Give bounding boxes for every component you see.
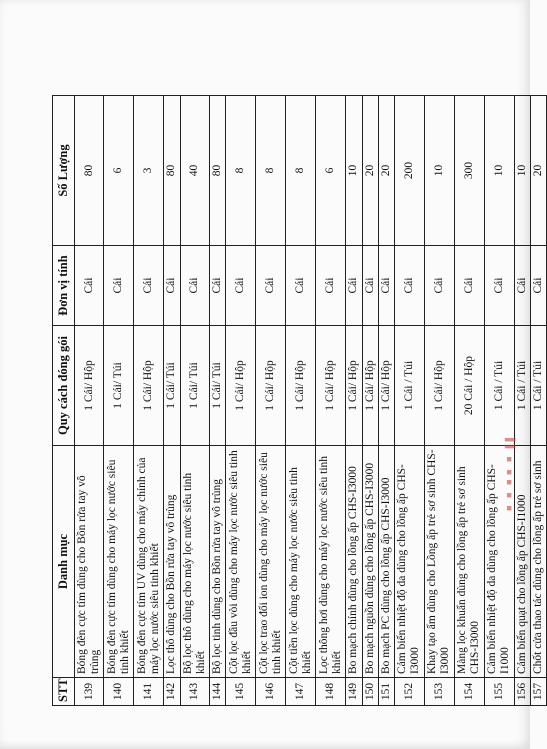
cell-name: Lọc thông hơi dùng cho máy lọc nước siêu tinh khiết [316,446,346,678]
table-row [286,96,316,706]
cell-name: Bo mạch chính dùng cho lồng ấp CHS-I3000 [346,446,362,678]
cell-pack: 1 Cái/ Hộp [134,326,164,446]
cell-qty: 10 [346,96,362,246]
cell-unit: Cái [134,246,164,326]
cell-unit: Cái [256,246,286,326]
cell-qty: 300 [454,96,484,246]
cell-name: Màng lọc khuẩn dùng cho lồng ấp trẻ sơ sinh CHS-I3000 [454,446,484,678]
cell-qty: 3 [134,96,164,246]
cell-stt: 154 [454,678,484,706]
cell-qty: 8 [286,96,316,246]
cell-qty: 6 [316,96,346,246]
cell-qty: 20 [378,96,394,246]
cell-unit: Cái [75,246,104,326]
cell-stt: 141 [134,678,164,706]
table-body [75,96,547,706]
table-row [394,96,424,706]
cell-qty: 20 [362,96,378,246]
cell-unit: Cái [484,246,514,326]
cell-name: Bộ lọc tinh dùng cho Bồn rửa tay vô trùng [210,446,226,678]
cell-pack: 1 Cái/ Hộp [362,326,378,446]
cell-stt: 142 [164,678,180,706]
header-stt: STT [53,678,75,706]
cell-unit: Cái [514,246,530,326]
cell-unit: Cái [180,246,209,326]
cell-pack: 1 Cái/ Hộp [346,326,362,446]
cell-unit: Cái [424,246,454,326]
cell-qty: 20 [531,96,547,246]
table-row [210,96,226,706]
header-pack: Quy cách đóng gói [53,326,75,446]
cell-pack: 1 Cái/ Túi [180,326,209,446]
cell-stt: 143 [180,678,209,706]
cell-stt: 146 [256,678,286,706]
table-row [484,96,514,706]
cell-stt: 152 [394,678,424,706]
cell-name: Bo mạch PC dùng cho lồng ấp CHS-I3000 [378,446,394,678]
cell-stt: 155 [484,678,514,706]
header-unit: Đơn vị tính [53,246,75,326]
table-row [180,96,209,706]
cell-name: Cột lọc trao đổi ion dùng cho máy lọc nước siêu tinh khiết [256,446,286,678]
table-row [134,96,164,706]
cell-name: Bóng đèn cực tím dùng cho Bồn rửa tay vô trùng [75,446,104,678]
rotated-page [52,96,545,706]
cell-name: Cảm biến quạt cho lồng ấp CHS-I1000 [514,446,530,678]
cell-stt: 157 [531,678,547,706]
table-row [531,96,547,706]
cell-stt: 148 [316,678,346,706]
cell-qty: 6 [104,96,134,246]
cell-qty: 80 [210,96,226,246]
table-row [164,96,180,706]
cell-pack: 1 Cái / Túi [394,326,424,446]
cell-unit: Cái [210,246,226,326]
table-row [424,96,454,706]
cell-qty: 10 [514,96,530,246]
cell-pack: 1 Cái/ Túi [104,326,134,446]
table-row [378,96,394,706]
cell-name: Khay tạo ẩm dùng cho Lồng ấp trẻ sơ sinh CHS-I3000 [424,446,454,678]
cell-pack: 1 Cái/ Hộp [424,326,454,446]
cell-name: Bóng đèn cực tím UV dùng cho máy chính của máy lọc nước siêu tinh khiết [134,446,164,678]
table-row [256,96,286,706]
cell-name: Bóng đèn cực tím dùng cho máy lọc nước siêu tinh khiết [104,446,134,678]
cell-pack: 1 Cái/ Hộp [75,326,104,446]
cell-stt: 150 [362,678,378,706]
cell-qty: 8 [256,96,286,246]
cell-unit: Cái [346,246,362,326]
cell-stt: 153 [424,678,454,706]
header-name: Danh mục [53,446,75,678]
cell-pack: 1 Cái/ Hộp [256,326,286,446]
cell-stt: 139 [75,678,104,706]
table-row [226,96,256,706]
cell-name: Cột tiền lọc dùng cho máy lọc nước siêu tinh khiết [286,446,316,678]
cell-stt: 140 [104,678,134,706]
cell-qty: 10 [484,96,514,246]
cell-pack: 1 Cái/ Túi [164,326,180,446]
cell-pack: 1 Cái/ Hộp [286,326,316,446]
cell-name: Lọc thô dùng cho Bồn rửa tay vô trùng [164,446,180,678]
equipment-table [52,95,547,706]
cell-name: Chốt cửa thao tác dùng cho lồng ấp trẻ sơ sinh [531,446,547,678]
header-qty: Số Lượng [53,96,75,246]
cell-stt: 147 [286,678,316,706]
cell-unit: Cái [394,246,424,326]
cell-name: Bo mạch nguồn dùng cho lồng ấp CHS-I3000 [362,446,378,678]
cell-stt: 156 [514,678,530,706]
cell-qty: 8 [226,96,256,246]
table-row [454,96,484,706]
cell-pack: 20 Cái / Hộp [454,326,484,446]
cell-stt: 149 [346,678,362,706]
table-row [346,96,362,706]
cell-name: Bộ lọc thô dùng cho máy lọc nước siêu tinh khiết [180,446,209,678]
cell-pack: 1 Cái/ Túi [210,326,226,446]
cell-stt: 144 [210,678,226,706]
table-row [75,96,104,706]
cell-pack: 1 Cái / Túi [531,326,547,446]
table-header [53,96,75,706]
cell-stt: 145 [226,678,256,706]
table-row [104,96,134,706]
cell-unit: Cái [164,246,180,326]
cell-name: Cảm biến nhiệt độ da dùng cho lồng ấp CHS-I1000 [484,446,514,678]
cell-qty: 80 [164,96,180,246]
table-row [514,96,530,706]
cell-unit: Cái [531,246,547,326]
cell-qty: 200 [394,96,424,246]
cell-pack: 1 Cái/ Hộp [226,326,256,446]
cell-unit: Cái [226,246,256,326]
table-row [316,96,346,706]
table-row [362,96,378,706]
red-stamp-mark: ▌▌ ▪ ▪▪ ▪ ▪ [504,438,514,514]
cell-unit: Cái [378,246,394,326]
cell-unit: Cái [286,246,316,326]
cell-name: Cảm biến nhiệt độ da dùng cho lồng ấp CHS-I3000 [394,446,424,678]
cell-unit: Cái [362,246,378,326]
cell-name: Cột lọc đầu vòi dùng cho máy lọc nước siêu tinh khiết [226,446,256,678]
cell-pack: 1 Cái/ Hộp [378,326,394,446]
cell-stt: 151 [378,678,394,706]
cell-unit: Cái [316,246,346,326]
cell-unit: Cái [454,246,484,326]
cell-qty: 40 [180,96,209,246]
cell-qty: 10 [424,96,454,246]
cell-qty: 80 [75,96,104,246]
cell-pack: 1 Cái / Túi [484,326,514,446]
cell-unit: Cái [104,246,134,326]
cell-pack: 1 Cái / Túi [514,326,530,446]
cell-pack: 1 Cái/ Hộp [316,326,346,446]
